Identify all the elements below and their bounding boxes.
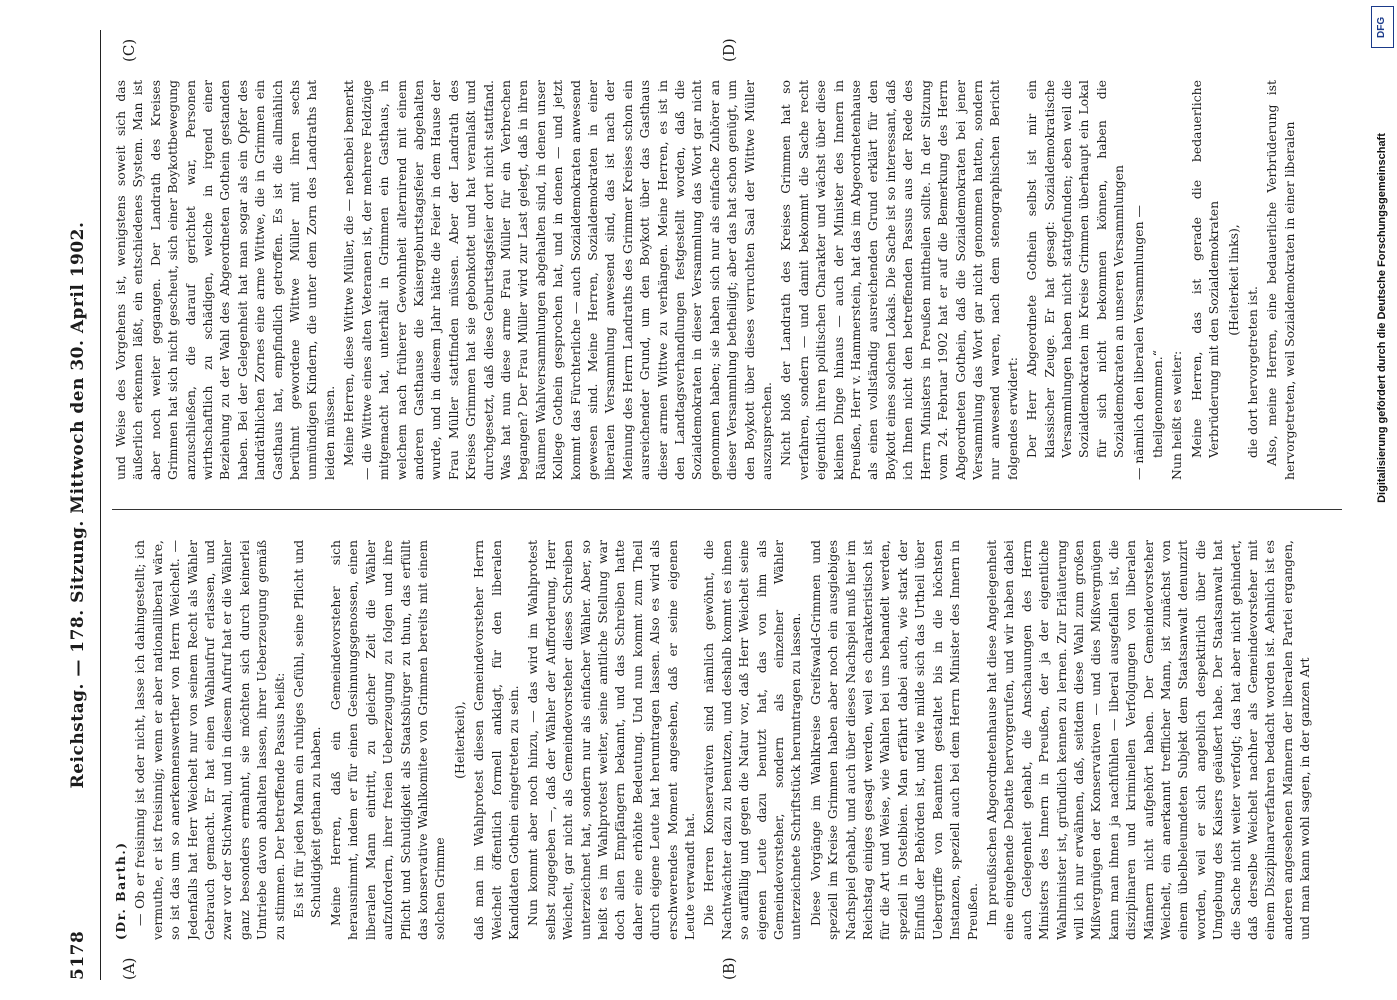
text-column-right: [112, 80, 1342, 480]
paragraph: Nun heißt es weiter:: [1169, 350, 1185, 480]
page-number: 5178: [68, 930, 88, 980]
rotated-page: [60, 30, 1355, 980]
paragraph: Im preußischen Abgeordnetenhause hat diese Angelegenheit eine eingehende Debatte hervorgerufen, und wir haben dabei auch Gelegenheit gehabt, die Anschauungen des Herrn Ministers des Innern in Preußen, der ja der eigentliche Wahlminister ist, gründlich kennen zu lernen. Zur Erläuterung will ich nur erwähnen, daß, seitdem diese Wahl zum großen Mißvergnügen der Konservativen — und dies Mißvergnügen kann man ihnen ja nachfühlen — liberal ausgefallen ist, die disziplinaren und kriminellen Verfolgungen von liberalen Männern nicht aufgehört haben. Der Gemeindevorsteher Weichelt, ein anerkannt trefflicher Mann, ist zunächst von einem übelbeleumdeten Subjekt dem Staatsanwalt denunzirt worden, weil er sich angeblich despektirlich über die Umgebung des Kaisers geäußert habe. Der Staatsanwalt hat die Sache nicht weiter verfolgt; das hat aber nicht gehindert, daß derselbe Weichelt nachher als Gemeindevorsteher mit einem Disziplinarverfahren bedacht worden ist. Aehnlich ist es anderen angesehenen Männern der liberalen Partei ergangen, und man kann wohl sagen, in der ganzen Art: [983, 540, 1313, 940]
speaker-line: [112, 540, 129, 940]
quotation: Der Herr Abgeordnete Gothein selbst ist mir ein klassischer Zeuge. Er hat gesagt: Sozialdemokratische Versammlungen haben nicht stattgefunden; eben weil die Sozialdemokraten im Kreise Grimmen überhaupt ein Lokal für sich nicht bekommen können, haben die Sozialdemokraten an unseren Versammlungen: [1024, 80, 1127, 458]
quotation: theilgenommen.“: [1149, 349, 1165, 458]
interjection: (Heiterkeit),: [451, 701, 467, 779]
margin-marker-c: (C): [120, 38, 138, 62]
paragraph: Also, meine Herren, eine bedauerliche Verbrüderung ist hervorgetreten, weil Sozialdemokraten in einer liberalen: [1264, 80, 1297, 480]
sidebar-strip: [1370, 18, 1394, 998]
paragraph: Meine Herren, diese Wittwe Müller, die — nebenbei bemerkt — die Wittwe eines alten Veteranen ist, der mehrere Feldzüge mitgemacht hat, unterhält in Grimmen ein Gasthaus, in welchem nach früherer Gewohnheit alternirend mit einem anderen Gasthause die Kaisergeburtstagsfeier abgehalten wurde, und in diesem Jahr hätte die Feier in dem Hause der Frau Müller stattfinden müssen. Aber der Landrath des Kreises Grimmen hat sie gebonkottet und hat veranlaßt und durchgesetzt, daß diese Geburtstagsfeier dort nicht stattfand. Was hat nun diese arme Frau Müller für ein Verbrechen begangen? Der Frau Müller wird zur Last gelegt, daß in ihren Räumen Wahlversammlungen abgehalten sind, in denen unser Kollege Gothein gesprochen hat, und in denen — und jetzt kommt das Fürchterliche — auch Sozialdemokraten anwesend gewesen sind. Meine Herren, Sozialdemokraten in einer liberalen Versammlung anwesend sind, das ist nach der Meinung des Herrn Landraths des Grimmer Kreises schon ein ausreichender Grund, um den Boykott über das Gasthaus dieser armen Wittwe zu verhängen. Meine Herren, es ist in den Landtagsverhandlungen festgestellt worden, daß die Sozialdemokraten in dieser Versammlung das Wort gar nicht genommen haben; sie haben sich nur als einfache Zuhörer an dieser Versammlung betheiligt; aber das hat schon genügt, um den Boykott über dieses verruchten Saal der Wittwe Müller auszusprechen.: [341, 80, 775, 480]
text-column-left: [112, 540, 1342, 940]
paragraph: — nämlich den liberalen Versammlungen —: [1130, 205, 1146, 480]
digitization-notice: Digitalisierung gefördert durch die Deutsche Forschungsgemeinschaft: [1376, 133, 1388, 503]
margin-marker-b: (B): [720, 957, 738, 980]
digitization-sidebar: [1367, 0, 1397, 1000]
margin-marker-a: (A): [120, 957, 138, 980]
quotation: Meine Herren, das ist gerade die bedauerliche Verbrüderung mit den Sozialdemokraten: [1188, 80, 1222, 458]
margin-marker-d: (D): [720, 38, 738, 62]
paragraph: Die Herren Konservativen sind nämlich gewöhnt, die Nachtwächter dazu zu benutzen, und deshalb kommt es ihnen so auffällig und gegen die Natur vor, daß Herr Weichelt seine eigenen Leute dazu benutzt hat, das von ihm als Gemeindevorsteher, sondern als einzelner Wähler unterzeichnete Schriftstück herumtragen zu lassen.: [701, 540, 804, 940]
speaker-name: (Dr. Barth.): [113, 841, 128, 940]
page-header: [60, 30, 101, 980]
paragraph: Nun kommt aber noch hinzu, — das wird im Wahlprotest selbst zugegeben —, daß der Wähler der Aufforderung, Herr Weichelt, gar nicht als Gemeindevorsteher dieses Schreiben unterzeichnet hat, sondern nur als einfacher Wähler. Aber, so heißt es im Wahlprotest weiter, seine amtliche Stellung war doch allen Empfängern bekannt, und das Schreiben hatte daher eine erhöhte Bedeutung. Und nun kommt zum Theil durch eigene Leute hat herumtragen lassen. Also es wird als erschwerendes Moment angesehen, daß er seine eigenen Leute verwandt hat.: [525, 540, 697, 940]
quotation: Es ist für jeden Mann ein ruhiges Gefühl, seine Pflicht und Schuldigkeit gethan zu haben.: [291, 540, 324, 918]
page-title: Reichstag. — 178. Sitzung. Mittwoch den 30. April 1902.: [68, 221, 88, 789]
paragraph: und Weise des Vorgehens ist, wenigstens soweit sich das äußerlich erkennen läßt, ein entschiedenes System. Man ist aber noch weiter gegangen. Der Landrath des Kreises Grimmen hat sich nicht gescheut, sich einer Boykottbewegung anzuschließen, die darauf gerichtet war, Personen wirthschaftlich zu schädigen, welche in irgend einer Beziehung zu der Wahl des Abgeordneten Gothein gestanden haben. Bei der Gelegenheit hat man sogar als ein Opfer des landräthlichen Zornes eine arme Wittwe, die in Grimmen ein Gasthaus hat, empfindlich getroffen. Es ist die allmählich berühmt gewordene Wittwe Müller mit ihren sechs unmündigen Kindern, die unter dem Zorn des Landraths hat leiden müssen.: [113, 80, 337, 480]
column-divider: [112, 509, 1342, 510]
dfg-logo: DFG: [1371, 6, 1394, 48]
paragraph: — Ob er freisinnig ist oder nicht, lasse ich dahingestellt; ich vermuthe, er ist freisinnig; wenn er aber nationalliberal wäre, so ist das um so anerkennenswerther von Herrn Weichelt. — Jedenfalls hat Herr Weichelt nur von seinem Recht als Wähler Gebrauch gemacht. Er hat einen Wahlaufruf erlassen, und zwar vor der Stichwahl, und in diesem Aufruf hat er die Wähler ganz besonders ermahnt, sie möchten sich durch keinerlei Umtriebe davon abhalten lassen, ihrer Ueberzeugung gemäß zu stimmen. Der betreffende Passus heißt:: [132, 540, 287, 940]
interjection: (Heiterkeit links),: [1225, 224, 1241, 336]
paragraph: Nicht bloß der Landrath des Kreises Grimmen hat so verfahren, sondern — und damit bekommt die Sache recht eigentlich ihren politischen Charakter und wächst über diese kleinen Dinge hinaus — auch der Minister des Innern in Preußen, Herr v. Hammerstein, hat das im Abgeordnetenhause als einen vollständig ausreichenden Grund erklärt für den Boykott eines solchen Lokals. Die Sache ist so interessant, daß ich Ihnen nicht den betreffenden Passus aus der Rede des Herrn Ministers in Preußen mittheilen sollte. In der Sitzung vom 24. Februar 1902 hat er auf die Bemerkung des Herrn Abgeordneten Gothein, daß die Sozialdemokraten bei jener Versammlung das Wort gar nicht genommen hatten, sondern nur anwesend waren, nach dem stenographischen Bericht folgendes erwidert:: [778, 80, 1020, 480]
paragraph: Meine Herren, daß ein Gemeindevorsteher sich herausnimmt, indem er für einen Gesinnungsgenossen, einen liberalen Mann eintritt, zu gleicher Zeit die Wähler aufzufordern, ihrer freien Ueberzeugung zu folgen und ihre Pflicht und Schuldigkeit als Staatsbürger zu thun, das erfüllt das konservative Wahlkomitee von Grimmen bereits mit einem solchen Grimme: [327, 540, 448, 940]
quotation: die dort hervorgetreten ist.: [1245, 286, 1260, 458]
paragraph: Diese Vorgänge im Wahlkreise Greifswald-Grimmen und speziell im Kreise Grimmen haben aber noch ein ausgiebiges Nachspiel gehabt, und auch über dieses Nachspiel muß hier im Reichstag einiges gesagt werden, weil es charakteristisch ist für die Art und Weise, wie Wahlen bei uns behandelt werden, speziell in Ostelbien. Man erfährt dabei auch, wie stark der Einfluß der Behörden ist, und wie milde sich das Urtheil über Uebergriffe von Beamten gestaltet bis in die höchsten Instanzen, speziell auch bei dem Herrn Minister des Innern in Preußen.: [807, 540, 980, 940]
paragraph: daß man im Wahlprotest diesen Gemeindevorsteher Herrn Weichelt öffentlich formell anklagt, für den liberalen Kandidaten Gothein eingetreten zu sein.: [471, 540, 521, 940]
